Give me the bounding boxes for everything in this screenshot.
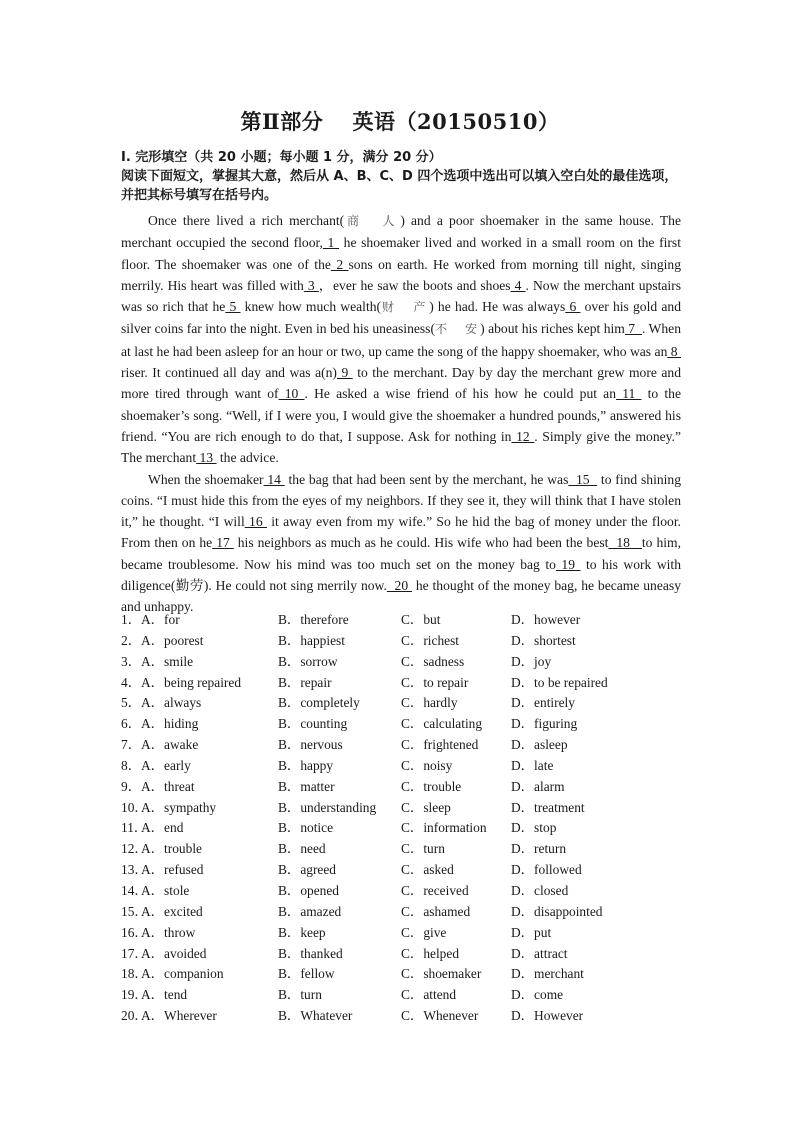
passage-paragraph-2	[121, 469, 681, 618]
option-a: A．avoided	[141, 945, 207, 961]
option-a: A．throw	[141, 924, 196, 940]
option-d: D．closed	[511, 882, 569, 898]
question-row	[121, 1005, 681, 1026]
question-row	[121, 713, 681, 734]
option-d: D．to be repaired	[511, 674, 608, 690]
option-b: B．sorrow	[278, 653, 338, 669]
option-a: A．for	[141, 612, 180, 627]
option-c: C．give	[401, 924, 447, 940]
blank-5: 5	[225, 299, 241, 315]
blank-2: 2	[330, 256, 349, 272]
question-number: 15．	[121, 903, 148, 919]
option-b: B．nervous	[278, 737, 343, 753]
option-d: D．asleep	[511, 737, 568, 753]
question-row	[121, 734, 681, 755]
question-number: 10．	[121, 799, 148, 815]
option-d: D．merchant	[511, 966, 584, 982]
option-a: A．companion	[141, 966, 224, 982]
blank-8: 8	[667, 343, 682, 359]
option-b: B．keep	[278, 924, 326, 940]
option-d: D．late	[511, 757, 554, 773]
option-a: A．excited	[141, 903, 203, 919]
passage-text: When the shoemaker	[148, 471, 264, 487]
blank-14: 14	[263, 471, 285, 487]
question-number: 3．	[121, 653, 142, 669]
passage-text: to the shoemaker’s song. “Well, if I were you, I would give the shoemaker a hundred pounds,” answered his friend. “You are rich enough to do that, I suppose. Ask for nothing in	[121, 386, 681, 444]
blank-12: 12	[511, 428, 535, 444]
question-row	[121, 943, 681, 964]
option-b: B．turn	[278, 987, 322, 1003]
option-c: C．richest	[401, 632, 460, 648]
question-row	[121, 609, 681, 630]
blank-20: 20	[386, 578, 412, 594]
option-a: A．hiding	[141, 716, 199, 732]
passage-text: . He asked a wise friend of his how he could put an	[304, 386, 617, 402]
option-c: C．turn	[401, 841, 445, 857]
option-b: B．agreed	[278, 862, 337, 878]
option-c: C．calculating	[401, 716, 483, 732]
question-number: 4．	[121, 674, 142, 690]
passage-text: Once there lived a rich merchant(	[148, 213, 345, 228]
option-c: C．hardly	[401, 695, 458, 711]
blank-1: 1	[322, 235, 339, 251]
question-number: 1．	[121, 612, 142, 627]
option-b: B．matter	[278, 778, 335, 794]
option-a: A．refused	[141, 862, 204, 878]
option-c: C．to repair	[401, 674, 469, 690]
blank-7: 7	[624, 321, 642, 337]
question-number: 12．	[121, 841, 148, 857]
option-a: A．Wherever	[141, 1008, 217, 1024]
option-c: C．asked	[401, 862, 454, 878]
question-row	[121, 880, 681, 901]
option-b: B．thanked	[278, 945, 343, 961]
question-row	[121, 630, 681, 651]
option-c: C．frightened	[401, 737, 479, 753]
blank-19: 19	[555, 556, 581, 572]
passage-paragraph-1	[121, 210, 681, 469]
option-c: C．information	[401, 820, 487, 836]
option-b: B．Whatever	[278, 1008, 353, 1024]
passage-text: ) and a poor shoemaker in the same house. The merchant occupied the second floor,	[121, 213, 681, 251]
question-number: 17．	[121, 945, 148, 961]
question-row	[121, 984, 681, 1005]
passage-text: he thought of the money bag, he became uneasy and unhappy.	[121, 578, 681, 615]
question-row	[121, 838, 681, 859]
question-row	[121, 901, 681, 922]
question-row	[121, 817, 681, 838]
option-d: D．shortest	[511, 632, 576, 648]
blank-17: 17	[212, 535, 234, 551]
question-row	[121, 922, 681, 943]
option-a: A．poorest	[141, 632, 204, 648]
question-number: 2．	[121, 632, 142, 648]
option-d: D．entirely	[511, 695, 575, 711]
option-c: C．sleep	[401, 799, 451, 815]
blank-10: 10	[278, 386, 305, 402]
option-c: C．shoemaker	[401, 966, 482, 982]
question-number: 9．	[121, 778, 142, 794]
option-d: D．However	[511, 1008, 584, 1024]
passage-text: ) he had. He was always	[429, 299, 566, 315]
passage-text: . Simply give the money.” The merchant	[121, 428, 681, 466]
blank-18: 18	[608, 535, 642, 551]
option-c: C．trouble	[401, 778, 462, 794]
option-d: D．treatment	[511, 799, 585, 815]
option-a: A．sympathy	[141, 799, 217, 815]
option-a: A．always	[141, 695, 202, 711]
question-row	[121, 651, 681, 672]
blank-4: 4	[510, 277, 526, 293]
passage-text: riser. It continued all day and was a(n)	[121, 365, 337, 381]
option-a: A．tend	[141, 987, 188, 1003]
question-number: 8．	[121, 757, 142, 773]
passage-text: ，ever he saw the boots and shoes	[318, 277, 511, 293]
question-number: 19．	[121, 987, 148, 1003]
question-number: 6．	[121, 716, 142, 732]
option-c: C．received	[401, 882, 469, 898]
passage-text: . When at last he had been asleep for an hour or two, up came the song of the happy shoemaker, who was an	[121, 321, 681, 359]
option-b: B．fellow	[278, 966, 335, 982]
option-c: C．sadness	[401, 653, 465, 669]
option-c: C．attend	[401, 987, 457, 1003]
passage-text: to the merchant. Day by day the merchant grew more and more tired through want of	[121, 365, 681, 402]
option-a: A．end	[141, 820, 184, 836]
question-number: 20．	[121, 1008, 148, 1024]
blank-6: 6	[565, 299, 581, 315]
gloss: 财 产	[381, 300, 430, 315]
instructions: 阅读下面短文，掌握其大意，然后从 A、B、C、D 四个选项中选出可以填入空白处的最佳选项，并把其标号填写在括号内。	[121, 169, 678, 203]
option-d: D．followed	[511, 862, 582, 878]
option-d: D．put	[511, 924, 552, 940]
option-b: B．opened	[278, 882, 339, 898]
passage-text: to find shining coins. “I must hide this from the eyes of my neighbors. If they see it, they will think that I have stolen it,” he thought. “I will	[121, 471, 682, 530]
question-number: 7．	[121, 737, 142, 753]
passage-text: . Now the merchant upstairs was so rich that he	[121, 277, 682, 315]
blank-13: 13	[196, 450, 217, 466]
passage-text: he shoemaker lived and worked in a small room on the first floor. The shoemaker was one of the	[121, 235, 681, 272]
passage-text: knew how much wealth(	[240, 299, 382, 315]
question-number: 5．	[121, 695, 142, 711]
question-row	[121, 963, 681, 984]
blank-3: 3	[303, 277, 319, 293]
option-b: B．completely	[278, 695, 360, 711]
question-row	[121, 692, 681, 713]
blank-16: 16	[244, 514, 267, 530]
option-b: B．need	[278, 841, 326, 857]
passage-text: it away even from my wife.” So he hid the bag of money under the floor. From then on he	[121, 514, 681, 551]
option-d: D．stop	[511, 820, 557, 836]
option-a: A．awake	[141, 737, 199, 753]
question-row	[121, 672, 681, 693]
option-b: B．happy	[278, 757, 334, 773]
option-d: D．return	[511, 841, 567, 857]
question-row	[121, 797, 681, 818]
option-d: D．figuring	[511, 716, 578, 732]
option-a: A．smile	[141, 653, 194, 669]
option-a: A．stole	[141, 882, 190, 898]
option-b: B．counting	[278, 716, 348, 732]
option-c: C．noisy	[401, 757, 453, 773]
option-a: A．being repaired	[141, 674, 242, 690]
question-number: 16．	[121, 924, 148, 940]
section-heading: Ⅰ. 完形填空（共 20 小题；每小题 1 分，满分 20 分）	[121, 150, 442, 165]
option-c: C．but	[401, 612, 441, 627]
blank-11: 11	[616, 386, 642, 402]
question-row	[121, 776, 681, 797]
option-b: B．notice	[278, 820, 334, 836]
option-d: D．come	[511, 987, 564, 1003]
option-c: C．helped	[401, 945, 460, 961]
option-d: D．however	[511, 612, 581, 627]
option-a: A．trouble	[141, 841, 202, 857]
option-a: A．early	[141, 757, 191, 773]
blank-15: 15	[568, 471, 598, 487]
option-c: C．ashamed	[401, 903, 471, 919]
passage-text: the bag that had been sent by the merchant, he was	[284, 471, 569, 487]
question-number: 13．	[121, 862, 148, 878]
option-b: B．happiest	[278, 632, 345, 648]
option-b: B．repair	[278, 674, 332, 690]
option-d: D．joy	[511, 653, 552, 669]
passage-text: to his work with diligence(勤劳). He could not sing merrily now.	[121, 556, 682, 594]
passage-text: to him, became troublesome. Now his mind was too much set on the money bag to	[121, 535, 682, 572]
passage-text: sons on earth. He worked from morning till night, singing merrily. His heart was filled with	[121, 256, 681, 293]
question-row	[121, 755, 681, 776]
question-row	[121, 859, 681, 880]
option-b: B．therefore	[278, 612, 349, 627]
gloss: 商 人	[344, 214, 401, 228]
option-c: C．Whenever	[401, 1008, 479, 1024]
passage	[121, 210, 681, 618]
question-number: 14．	[121, 882, 148, 898]
gloss: 不 安	[435, 322, 481, 337]
option-d: D．disappointed	[511, 903, 603, 919]
passage-text: his neighbors as much as he could. His wife who had been the best	[233, 535, 609, 551]
question-number: 18．	[121, 966, 148, 982]
option-b: B．understanding	[278, 799, 377, 815]
passage-text: over his gold and silver coins far into the night. Even in bed his uneasiness(	[121, 299, 681, 337]
page-title: 第Ⅱ部分 英语（20150510）	[240, 109, 560, 134]
passage-text: the advice.	[216, 450, 279, 466]
question-number: 11．	[121, 820, 148, 836]
option-d: D．alarm	[511, 778, 565, 794]
passage-text: ) about his riches kept him	[480, 321, 625, 337]
question-list	[121, 609, 681, 1026]
option-b: B．amazed	[278, 903, 342, 919]
option-d: D．attract	[511, 945, 568, 961]
blank-9: 9	[336, 365, 353, 381]
option-a: A．threat	[141, 778, 195, 794]
